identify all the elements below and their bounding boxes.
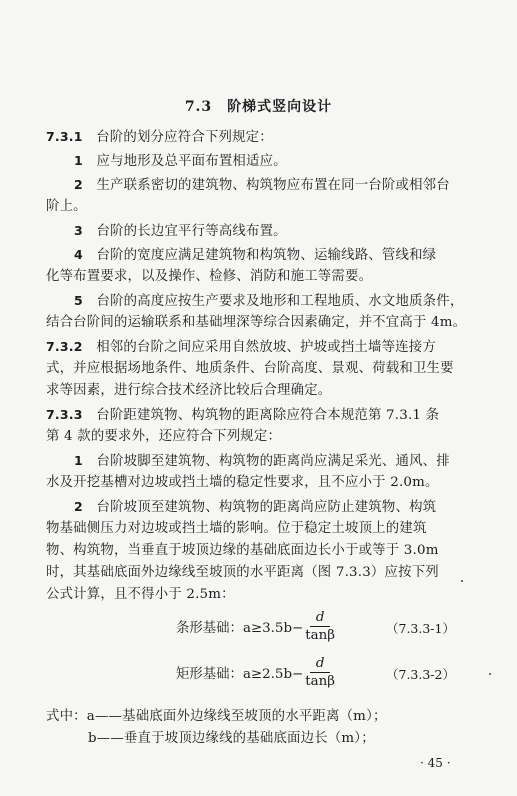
formula-strip-foundation bbox=[176, 610, 335, 643]
formula-lhs: 条形基础：a≥3.5b− bbox=[176, 621, 304, 636]
item-number: 2 bbox=[74, 177, 83, 192]
fraction-numerator: d bbox=[310, 610, 331, 627]
item-number: 1 bbox=[74, 153, 83, 168]
clause-7-3-3-line-2: 第 4 款的要求外，还应符合下列规定： bbox=[46, 429, 282, 444]
item-text: 台阶的宽度应满足建筑物和构筑物、运输线路、管线和绿 bbox=[96, 248, 437, 263]
clause-text: 台阶距建筑物、构筑物的距离除应符合本规范第 7.3.1 条 bbox=[96, 408, 440, 423]
clause-number: 7.3.2 bbox=[46, 339, 83, 354]
section-title: 7.3 阶梯式竖向设计 bbox=[184, 99, 333, 115]
item-text: 台阶的高度应按生产要求及地形和工程地质、水文地质条件， bbox=[96, 294, 464, 309]
item-7-3-3-2-cont-2: 物、构筑物，当垂直于坡顶边缘的基础底面边长小于或等于 3.0m bbox=[46, 543, 439, 558]
item-text: 台阶坡顶至建筑物、构筑物的距离尚应防止建筑物、构筑 bbox=[96, 500, 437, 515]
clause-7-3-1 bbox=[46, 128, 273, 147]
item-7-3-3-2 bbox=[74, 498, 436, 517]
equation-number: （7.3.3-2） bbox=[386, 667, 455, 682]
clause-7-3-2-line-3: 求等因素，进行综合技术经济比较后合理确定。 bbox=[46, 383, 332, 398]
item-number: 5 bbox=[74, 293, 83, 308]
clause-7-3-2 bbox=[46, 338, 436, 357]
item-7-3-3-2-cont-4: 公式计算，且不得小于 2.5m： bbox=[46, 587, 235, 602]
clause-7-3-3 bbox=[46, 406, 439, 425]
item-number: 3 bbox=[74, 223, 83, 238]
item-7-3-1-1 bbox=[74, 152, 287, 171]
item-7-3-1-2 bbox=[74, 176, 450, 195]
formula-lhs: 矩形基础：a≥2.5b− bbox=[176, 667, 304, 682]
item-text: 台阶坡脚至建筑物、构筑物的距离尚应满足采光、通风、排 bbox=[96, 454, 450, 469]
clause-number: 7.3.1 bbox=[46, 129, 83, 144]
formula-rect-foundation bbox=[176, 656, 335, 689]
item-number: 1 bbox=[74, 453, 83, 468]
equation-number: （7.3.3-1） bbox=[386, 621, 455, 636]
item-7-3-1-3 bbox=[74, 222, 287, 241]
item-text: 生产联系密切的建筑物、构筑物应布置在同一台阶或相邻台 bbox=[96, 178, 450, 193]
fraction-denominator: tanβ bbox=[305, 674, 335, 689]
item-text: 台阶的长边宜平行等高线布置。 bbox=[96, 224, 287, 239]
item-7-3-3-1-cont: 水及开挖基槽对边坡或挡土墙的稳定性要求，且不应小于 2.0m。 bbox=[46, 475, 439, 490]
item-7-3-3-2-cont-1: 物基础侧压力对边坡或挡土墙的影响。位于稳定土坡顶上的建筑 bbox=[46, 521, 427, 536]
where-line-b: b——垂直于坡顶边缘线的基础底面边长（m）； bbox=[88, 731, 375, 746]
page-number: · 45 · bbox=[420, 756, 451, 770]
item-7-3-1-4 bbox=[74, 246, 436, 265]
scan-speck bbox=[489, 673, 491, 675]
item-7-3-3-1 bbox=[74, 452, 450, 471]
fraction-numerator: d bbox=[310, 656, 331, 673]
item-7-3-1-2-cont: 阶上。 bbox=[46, 199, 87, 214]
fraction bbox=[305, 656, 335, 689]
item-number: 4 bbox=[74, 247, 83, 262]
scan-speck bbox=[461, 580, 463, 582]
clause-7-3-2-line-2: 式，并应根据场地条件、地质条件、台阶高度、景观、荷载和卫生要 bbox=[46, 361, 454, 376]
clause-text: 相邻的台阶之间应采用自然放坡、护坡或挡土墙等连接方 bbox=[96, 340, 436, 355]
item-7-3-1-5 bbox=[74, 292, 463, 311]
item-7-3-3-2-cont-3: 时，其基础底面外边缘线至坡顶的水平距离（图 7.3.3）应按下列 bbox=[46, 565, 439, 580]
fraction bbox=[305, 610, 335, 643]
item-7-3-1-5-cont: 结合台阶间的运输联系和基础埋深等综合因素确定，并不宜高于 4m。 bbox=[46, 315, 467, 330]
where-line-a: 式中：a——基础底面外边缘线至坡顶的水平距离（m）； bbox=[46, 709, 387, 724]
item-number: 2 bbox=[74, 499, 83, 514]
item-7-3-1-4-cont: 化等布置要求，以及操作、检修、消防和施工等需要。 bbox=[46, 269, 373, 284]
fraction-denominator: tanβ bbox=[305, 628, 335, 643]
item-text: 应与地形及总平面布置相适应。 bbox=[96, 154, 287, 169]
clause-text: 台阶的划分应符合下列规定： bbox=[96, 130, 273, 145]
clause-number: 7.3.3 bbox=[46, 407, 83, 422]
